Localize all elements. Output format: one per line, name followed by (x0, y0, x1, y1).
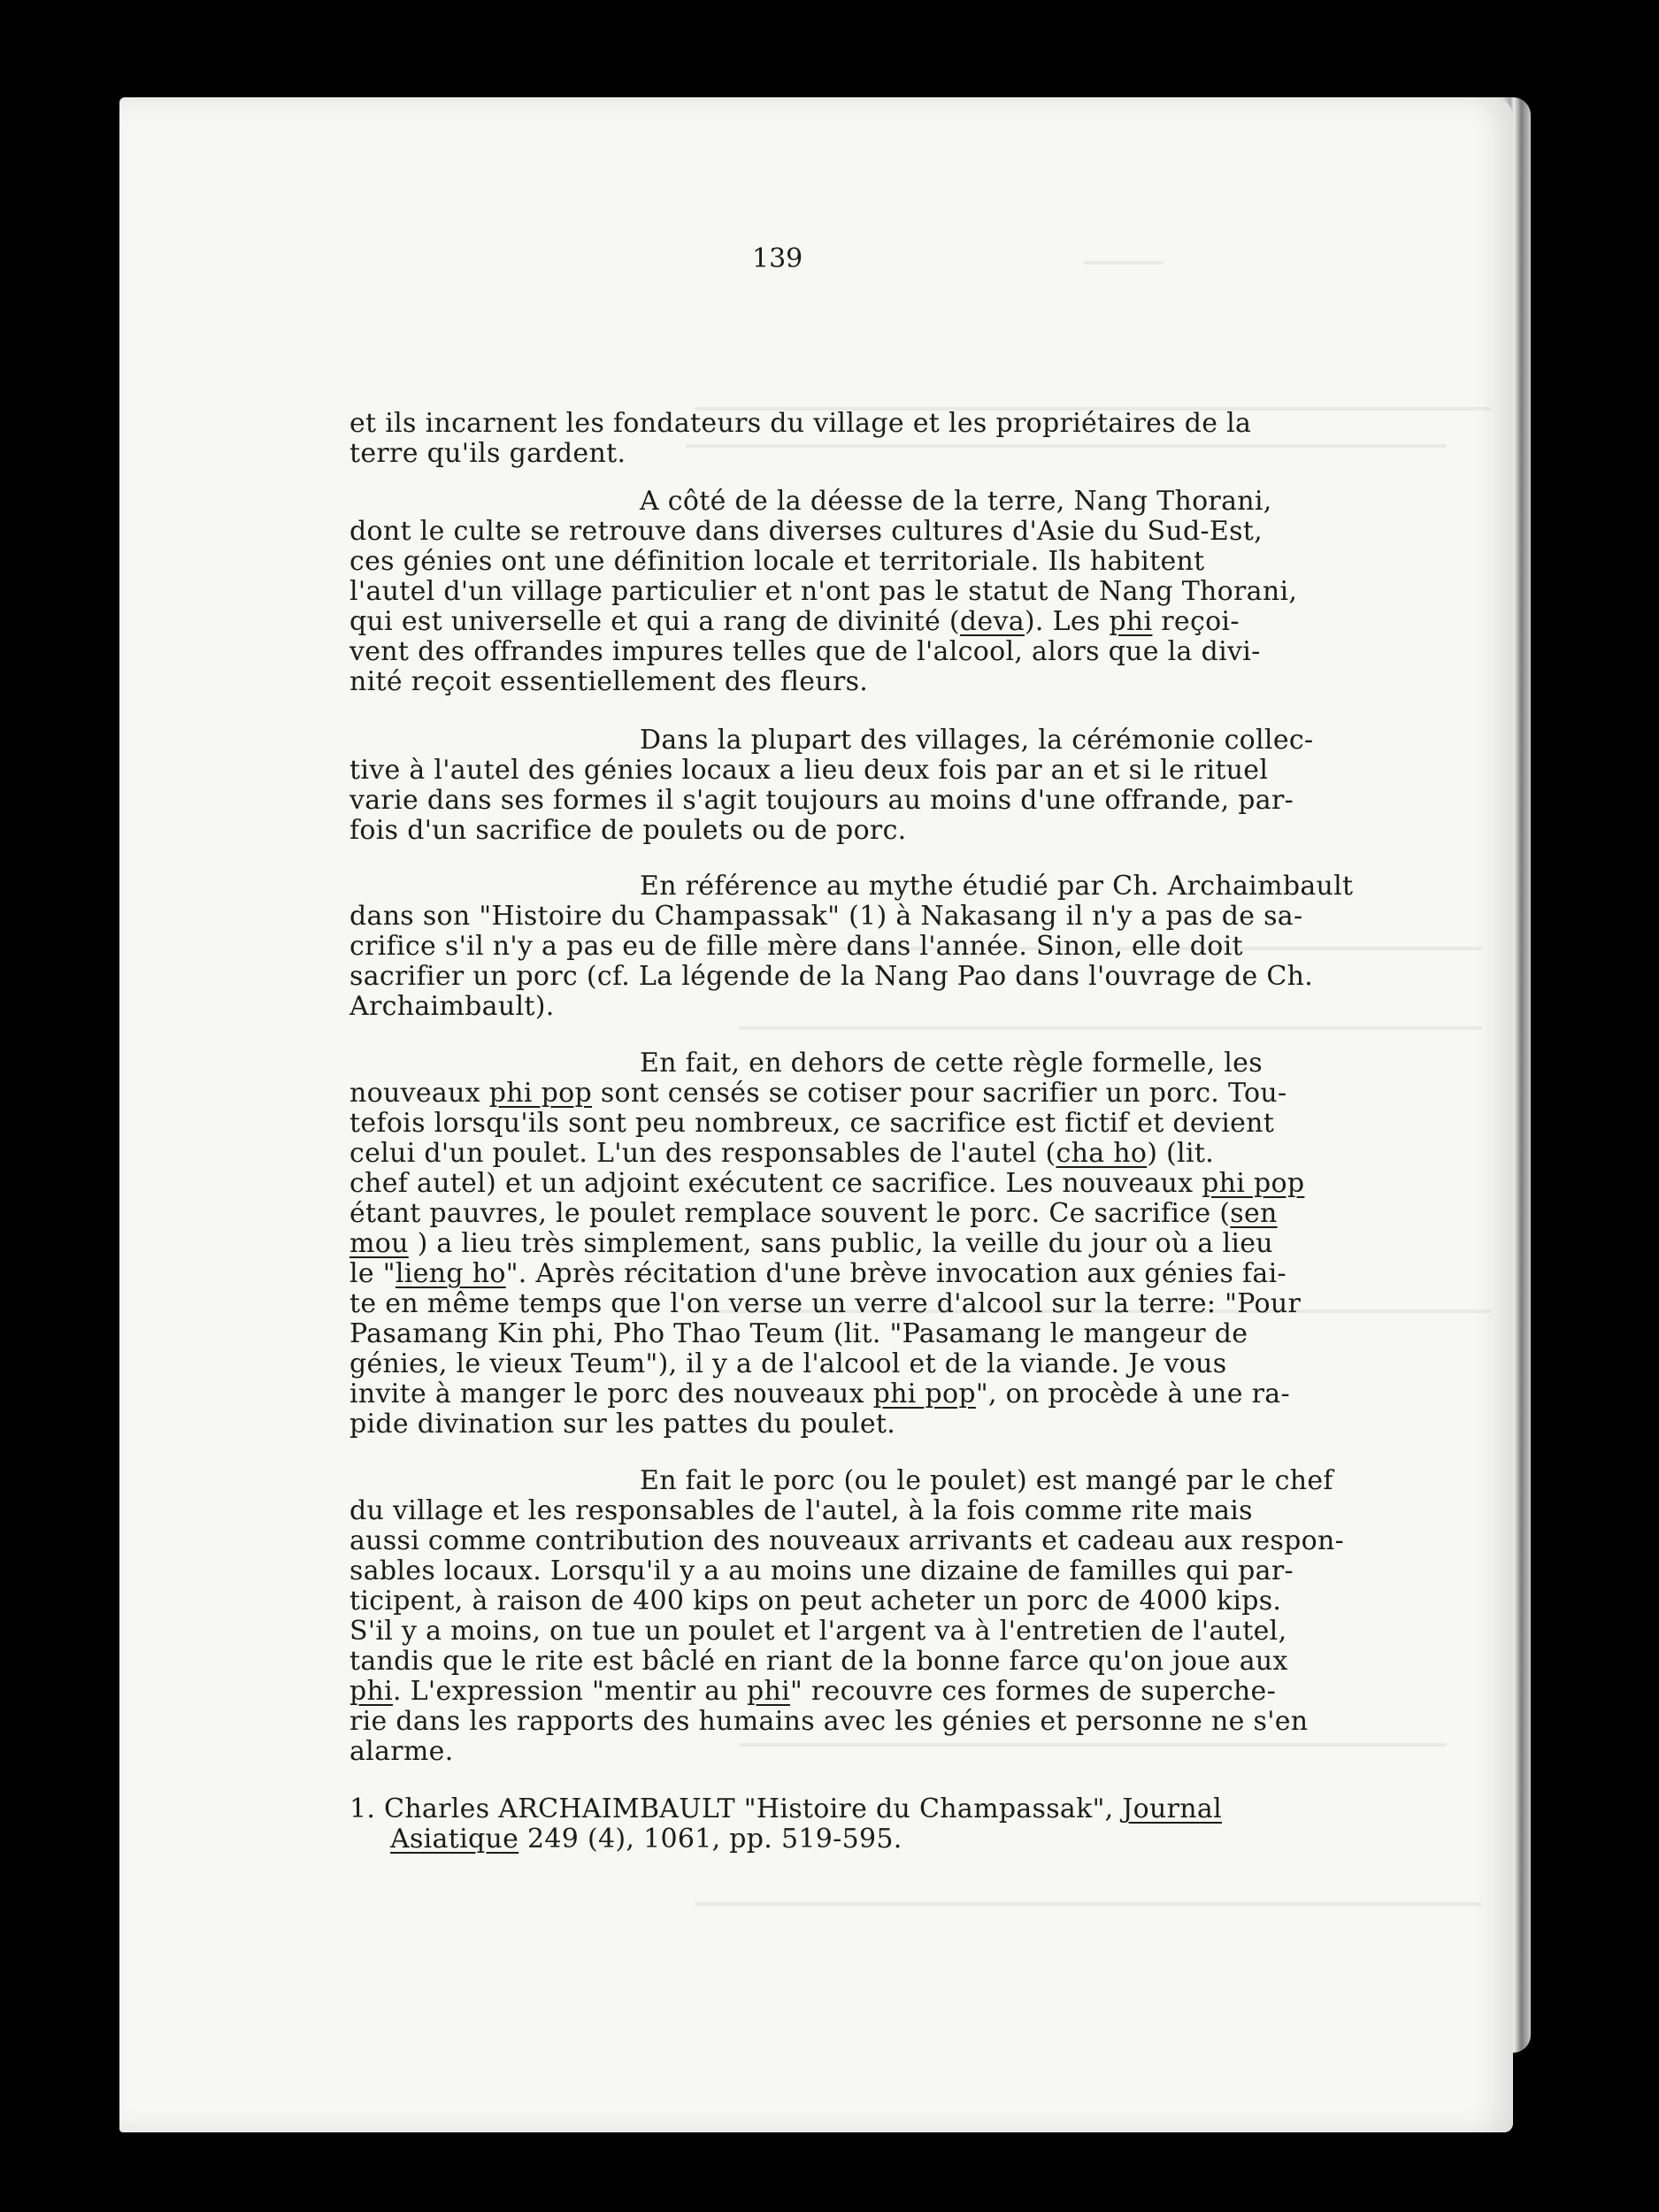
text-line: génies, le vieux Teum"), il y a de l'alcool et de la viande. Je vous (349, 1348, 1227, 1379)
text-line: Archaimbault). (349, 991, 555, 1022)
text-line: invite à manger le porc des nouveaux phi pop", on procède à une ra- (349, 1379, 1290, 1409)
text-line: étant pauvres, le poulet remplace souvent le porc. Ce sacrifice (sen (349, 1198, 1278, 1229)
text-line: aussi comme contribution des nouveaux arrivants et cadeau aux respon- (349, 1525, 1345, 1556)
text-line: varie dans ses formes il s'agit toujours au moins d'une offrande, par- (349, 785, 1294, 816)
page-number: 139 (752, 243, 803, 274)
underlined-term: phi (349, 1676, 394, 1707)
underlined-term: phi (1109, 606, 1153, 637)
underlined-term: phi pop (872, 1379, 976, 1409)
underlined-term: sen (1230, 1198, 1278, 1229)
text-line: celui d'un poulet. L'un des responsables de l'autel (cha ho) (lit. (349, 1138, 1215, 1169)
footnote-line: Asiatique 249 (4), 1061, pp. 519-595. (390, 1824, 902, 1855)
text-line: nité reçoit essentiellement des fleurs. (349, 666, 869, 697)
underlined-term: phi (746, 1676, 790, 1707)
text-line: ces génies ont une définition locale et territoriale. Ils habitent (349, 546, 1205, 577)
underlined-term: Asiatique (390, 1824, 519, 1855)
text-line: qui est universelle et qui a rang de divinité (deva). Les phi reçoi- (349, 606, 1240, 637)
text-line: sables locaux. Lorsqu'il y a au moins une dizaine de familles qui par- (349, 1555, 1294, 1586)
text-line: A côté de la déesse de la terre, Nang Thorani, (640, 486, 1272, 517)
text-line: fois d'un sacrifice de poulets ou de porc. (349, 815, 907, 846)
underlined-term: Journal (1122, 1793, 1222, 1824)
text-line: vent des offrandes impures telles que de l'alcool, alors que la divi- (349, 636, 1261, 667)
text-line: rie dans les rapports des humains avec les génies et personne ne s'en (349, 1706, 1309, 1737)
text-line: dont le culte se retrouve dans diverses cultures d'Asie du Sud-Est, (349, 516, 1263, 547)
text-line: te en même temps que l'on verse un verre d'alcool sur la terre: "Pour (349, 1288, 1302, 1319)
text-line: crifice s'il n'y a pas eu de fille mère dans l'année. Sinon, elle doit (349, 931, 1243, 962)
underlined-term: phi pop (488, 1078, 593, 1109)
text-line: tandis que le rite est bâclé en riant de la bonne farce qu'on joue aux (349, 1646, 1288, 1677)
text-line: et ils incarnent les fondateurs du village et les propriétaires de la (349, 408, 1252, 439)
text-line: terre qu'ils gardent. (349, 438, 626, 469)
underlined-term: mou (349, 1228, 409, 1259)
text-line: En fait, en dehors de cette règle formelle, les (640, 1048, 1263, 1079)
underlined-term: deva (959, 606, 1025, 637)
text-line: En référence au mythe étudié par Ch. Archaimbault (640, 871, 1354, 902)
underlined-term: phi pop (1202, 1168, 1305, 1199)
text-line: tefois lorsqu'ils sont peu nombreux, ce sacrifice est fictif et devient (349, 1108, 1275, 1139)
text-line: Dans la plupart des villages, la cérémonie collec- (640, 725, 1314, 756)
text-line: S'il y a moins, on tue un poulet et l'argent va à l'entretien de l'autel, (349, 1616, 1287, 1647)
text-line: du village et les responsables de l'autel, à la fois comme rite mais (349, 1495, 1253, 1526)
document-page (119, 97, 1513, 2132)
underlined-term: cha ho (1056, 1138, 1148, 1169)
text-line: le "lieng ho". Après récitation d'une brève invocation aux génies fai- (349, 1258, 1286, 1289)
text-line: l'autel d'un village particulier et n'ont pas le statut de Nang Thorani, (349, 576, 1298, 607)
text-line: ticipent, à raison de 400 kips on peut acheter un porc de 4000 kips. (349, 1586, 1282, 1617)
footnote-line: 1. Charles ARCHAIMBAULT "Histoire du Champassak", Journal (349, 1793, 1222, 1824)
text-line: dans son "Histoire du Champassak" (1) à Nakasang il n'y a pas de sa- (349, 901, 1303, 932)
text-line: tive à l'autel des génies locaux a lieu deux fois par an et si le rituel (349, 755, 1269, 786)
text-line: nouveaux phi pop sont censés se cotiser pour sacrifier un porc. Tou- (349, 1078, 1287, 1109)
text-line: sacrifier un porc (cf. La légende de la Nang Pao dans l'ouvrage de Ch. (349, 961, 1314, 992)
text-line: alarme. (349, 1736, 454, 1767)
underlined-term: lieng ho (395, 1258, 506, 1289)
text-line: chef autel) et un adjoint exécutent ce sacrifice. Les nouveaux phi pop (349, 1168, 1305, 1199)
text-line: phi. L'expression "mentir au phi" recouvre ces formes de superche- (349, 1676, 1277, 1707)
text-line: pide divination sur les pattes du poulet. (349, 1409, 896, 1440)
text-line: En fait le porc (ou le poulet) est mangé par le chef (640, 1465, 1333, 1496)
text-line: Pasamang Kin phi, Pho Thao Teum (lit. "Pasamang le mangeur de (349, 1318, 1248, 1349)
text-line: mou ) a lieu très simplement, sans public, la veille du jour où a lieu (349, 1228, 1273, 1259)
